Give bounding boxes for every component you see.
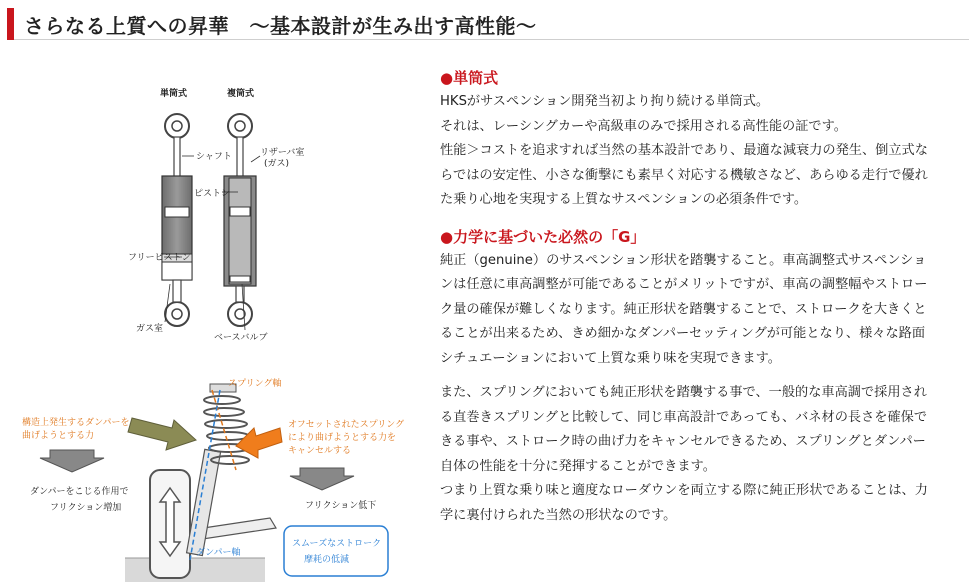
twin-tube-label: 複筒式 [227, 89, 255, 99]
single-tube-label: 単筒式 [160, 89, 188, 99]
piston-label: ピストン [194, 189, 231, 199]
header-accent-bar [7, 8, 14, 40]
down-arrow-right-icon [290, 468, 354, 490]
friction-decrease-label: フリクション低下 [305, 501, 377, 511]
spring-force-diagram [0, 370, 430, 582]
reservoir-sub-label: (ガス) [264, 159, 290, 169]
section-body-genuine [440, 249, 968, 372]
free-piston-label: フリーピストン [128, 253, 191, 263]
paragraph-line: 性能＞コストを追求すれば当然の基本設計であり、最適な減衰力の発生、倒立式な [440, 143, 928, 158]
down-arrow-left-icon [40, 450, 104, 472]
shaft-label: シャフト [196, 152, 232, 162]
friction-increase-label-1: ダンパーをこじる作用で [30, 487, 129, 497]
paragraph-line: 自体の性能を十分に発揮することができます。 [440, 458, 716, 474]
section-body-genuine-2 [440, 381, 968, 528]
section-body-single-tube [440, 90, 968, 213]
paragraph-line: る直巻きスプリングと比較して、同じ車高設計であっても、バネ材の長さを確保で [440, 409, 928, 425]
base-valve-label: ベースバルブ [214, 333, 268, 343]
bending-force-arrow-icon [128, 418, 196, 450]
paragraph-line: つまり上質な乗り味と適度なローダウンを両立する際に純正形状であることは、力 [440, 483, 928, 498]
reservoir-label: リザーバ室 [260, 148, 305, 158]
single-tube-shock [162, 114, 192, 326]
smooth-stroke-box [284, 526, 388, 576]
paragraph-line: らではの安定性、小さな衝撃にも素早く対応する機敏さなど、あらゆる走行で優れ [440, 167, 928, 183]
twin-tube-shock [224, 114, 256, 326]
paragraph-line: ク量の確保が難しくなります。純正形状を踏襲することで、ストロークを大きくと [440, 301, 927, 317]
page-header [7, 5, 969, 40]
friction-increase-label-2: フリクション増加 [50, 503, 122, 513]
section-heading-single-tube: ●単筒式 [440, 69, 499, 87]
paragraph-line: きる事や、ストローク時の曲げ力をキャンセルできるため、スプリングとダンパー [440, 434, 926, 449]
offset-spring-label-1: オフセットされたスプリング [288, 420, 405, 430]
paragraph-line: た乗り心地を実現する上質なサスペンションの必須条件です。 [440, 192, 808, 207]
paragraph-line: ることが出来るため、きめ細かなダンパーセッティングが可能となり、様々な路面 [440, 326, 926, 341]
paragraph-line: 純正（genuine）のサスペンション形状を踏襲すること。車高調整式サスペンショ [440, 252, 927, 268]
page-title: さらなる上質への昇華 ～基本設計が生み出す高性能～ [24, 14, 537, 38]
spring-axis-label: スプリング軸 [228, 379, 282, 389]
damper-axis-label: ダンパー軸 [196, 548, 241, 558]
damper-bend-label-1: 構造上発生するダンパーを [22, 418, 130, 428]
paragraph-line: ンは任意に車高調整が可能であることがメリットですが、車高の調整幅やストロー [440, 277, 928, 292]
gas-chamber-label: ガス室 [136, 324, 164, 334]
damper-bend-label-2: 曲げようとする力 [22, 431, 95, 441]
ground [125, 558, 265, 582]
section-heading-genuine: ●力学に基づいた必然の「G」 [440, 227, 646, 246]
smooth-stroke-label-2: 摩耗の低減 [304, 555, 350, 565]
offset-spring-label-3: キャンセルする [288, 446, 352, 456]
paragraph-line: シチュエーションにおいて上質な乗り味を実現できます。 [440, 350, 781, 366]
strut-body [187, 449, 221, 555]
paragraph-line: 学に裏付けられた当然の形状なのです。 [440, 507, 677, 523]
paragraph-line: それは、レーシングカーや高級車のみで採用される高性能の証です。 [440, 118, 847, 134]
text-column [440, 66, 968, 528]
paragraph-line: また、スプリングにおいても純正形状を踏襲する事で、一般的な車高調で採用され [440, 385, 927, 400]
paragraph-line: HKSがサスペンション開発当初より拘り続ける単筒式。 [440, 94, 770, 109]
shock-absorber-diagram [120, 84, 310, 349]
offset-spring-label-2: により曲げようとする力を [288, 433, 397, 443]
smooth-stroke-label-1: スムーズなストローク [292, 539, 382, 549]
